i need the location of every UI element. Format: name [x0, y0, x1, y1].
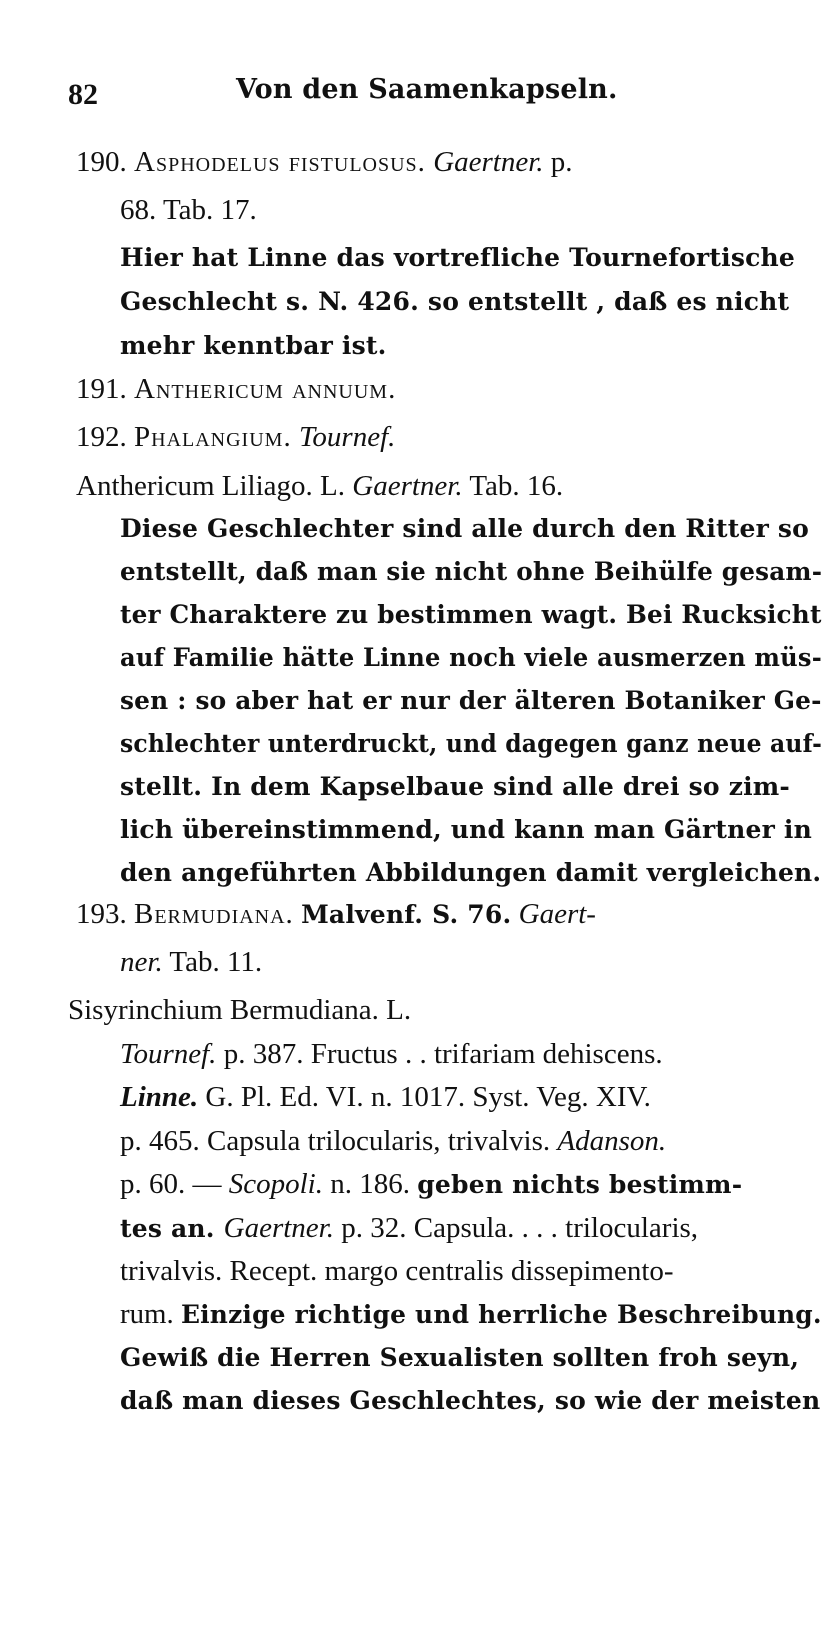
body-line: mehr kenntbar ist. — [120, 331, 387, 360]
citation-line — [120, 1170, 742, 1199]
citation-fraktur: geben nichts bestimm- — [417, 1170, 743, 1199]
citation-fraktur: tes an. — [120, 1214, 224, 1243]
continuation-text: Tab. 11. — [162, 946, 263, 978]
entry-190-continuation: 68. Tab. 17. — [120, 194, 257, 226]
entry-title: Bermudiana. — [134, 898, 294, 930]
body-line: Gewiß die Herren Sexualisten sollten froh seyn, — [120, 1343, 800, 1372]
citation-text: p. 32. Capsula. . . . trilocularis, — [333, 1212, 699, 1244]
citation-fraktur: Einzige richtige und herrliche Beschreibung. — [180, 1300, 822, 1329]
body-line: entstellt, daß man sie nicht ohne Beihülfe gesam- — [120, 557, 823, 586]
entry-title: Phalangium. — [134, 421, 292, 453]
citation-text: p. 387. Fructus . . trifariam dehiscens. — [216, 1038, 663, 1070]
citation-author: Tournef. — [120, 1038, 217, 1070]
citation-text: p. 60. — — [120, 1168, 229, 1200]
entry-193-continuation — [120, 948, 262, 977]
entry-192-heading — [76, 423, 395, 452]
citation-line: trivalvis. Recept. margo centralis dissepimento- — [120, 1255, 674, 1287]
body-line: den angeführten Abbildungen damit vergleichen. — [120, 858, 822, 887]
citation-line — [120, 1040, 663, 1069]
running-title: Von den Saamenkapseln. — [236, 74, 618, 105]
page-number: 82 — [68, 78, 98, 111]
citation-text: rum. — [120, 1298, 181, 1330]
entry-193-heading — [76, 900, 596, 929]
body-line: ter Charaktere zu bestimmen wagt. Bei Rucksicht — [120, 600, 822, 629]
entry-reference: Gaertner. — [433, 146, 544, 178]
body-line: Hier hat Linne das vortrefliche Tournefortische — [120, 243, 796, 272]
citation-text: G. Pl. Ed. VI. n. 1017. Syst. Veg. XIV. — [198, 1081, 651, 1113]
entry-number: 190. — [76, 146, 127, 178]
entry-191-heading — [76, 375, 396, 404]
body-line: stellt. In dem Kapselbaue sind alle drei so zim- — [120, 772, 791, 801]
citation-text: p. 465. Capsula trilocularis, trivalvis. — [120, 1125, 558, 1157]
entry-number: 191. — [76, 373, 127, 405]
entry-reference: Tournef. — [298, 421, 396, 453]
citation-author: Adanson. — [557, 1125, 667, 1157]
synonym: Anthericum Liliago. L. — [76, 470, 345, 502]
body-line: sen : so aber hat er nur der älteren Botaniker Ge- — [120, 686, 822, 715]
body-line: daß man dieses Geschlechtes, so wie der meisten — [120, 1386, 821, 1415]
body-line: auf Familie hätte Linne noch viele ausmerzen müs- — [120, 643, 822, 672]
citation-line — [120, 1083, 651, 1112]
entry-reference-tail: p. — [543, 146, 573, 178]
citation-line — [120, 1214, 698, 1243]
body-line: Diese Geschlechter sind alle durch den Ritter so — [120, 514, 810, 543]
citation-author: Linne. — [120, 1081, 199, 1113]
citation-text: n. 186. — [323, 1168, 418, 1200]
entry-title: Asphodelus fistulosus. — [134, 146, 426, 178]
entry-190-heading — [76, 148, 573, 177]
synonym-line: Sisyrinchium Bermudiana. L. — [68, 994, 412, 1026]
body-line: lich übereinstimmend, und kann man Gärtner in — [120, 815, 812, 844]
citation-line — [120, 1127, 666, 1156]
body-line: Geschlecht s. N. 426. so entstellt , daß es nicht — [120, 287, 790, 316]
body-line: schlechter unterdruckt, und dagegen ganz neue auf- — [120, 729, 822, 758]
entry-title: Anthericum annuum. — [134, 373, 397, 405]
citation-author: Gaertner. — [223, 1212, 334, 1244]
citation-line — [120, 1300, 822, 1329]
synonym-reference: Gaertner. — [352, 470, 463, 502]
entry-reference: Gaert- — [518, 898, 596, 930]
entry-number: 193. — [76, 898, 127, 930]
continuation-reference: ner. — [120, 946, 163, 978]
synonym-line — [76, 472, 563, 501]
synonym-reference-tail: Tab. 16. — [462, 470, 564, 502]
citation-author: Scopoli. — [228, 1168, 323, 1200]
fraktur-reference: Malvenf. S. 76. — [301, 900, 512, 929]
entry-number: 192. — [76, 421, 127, 453]
